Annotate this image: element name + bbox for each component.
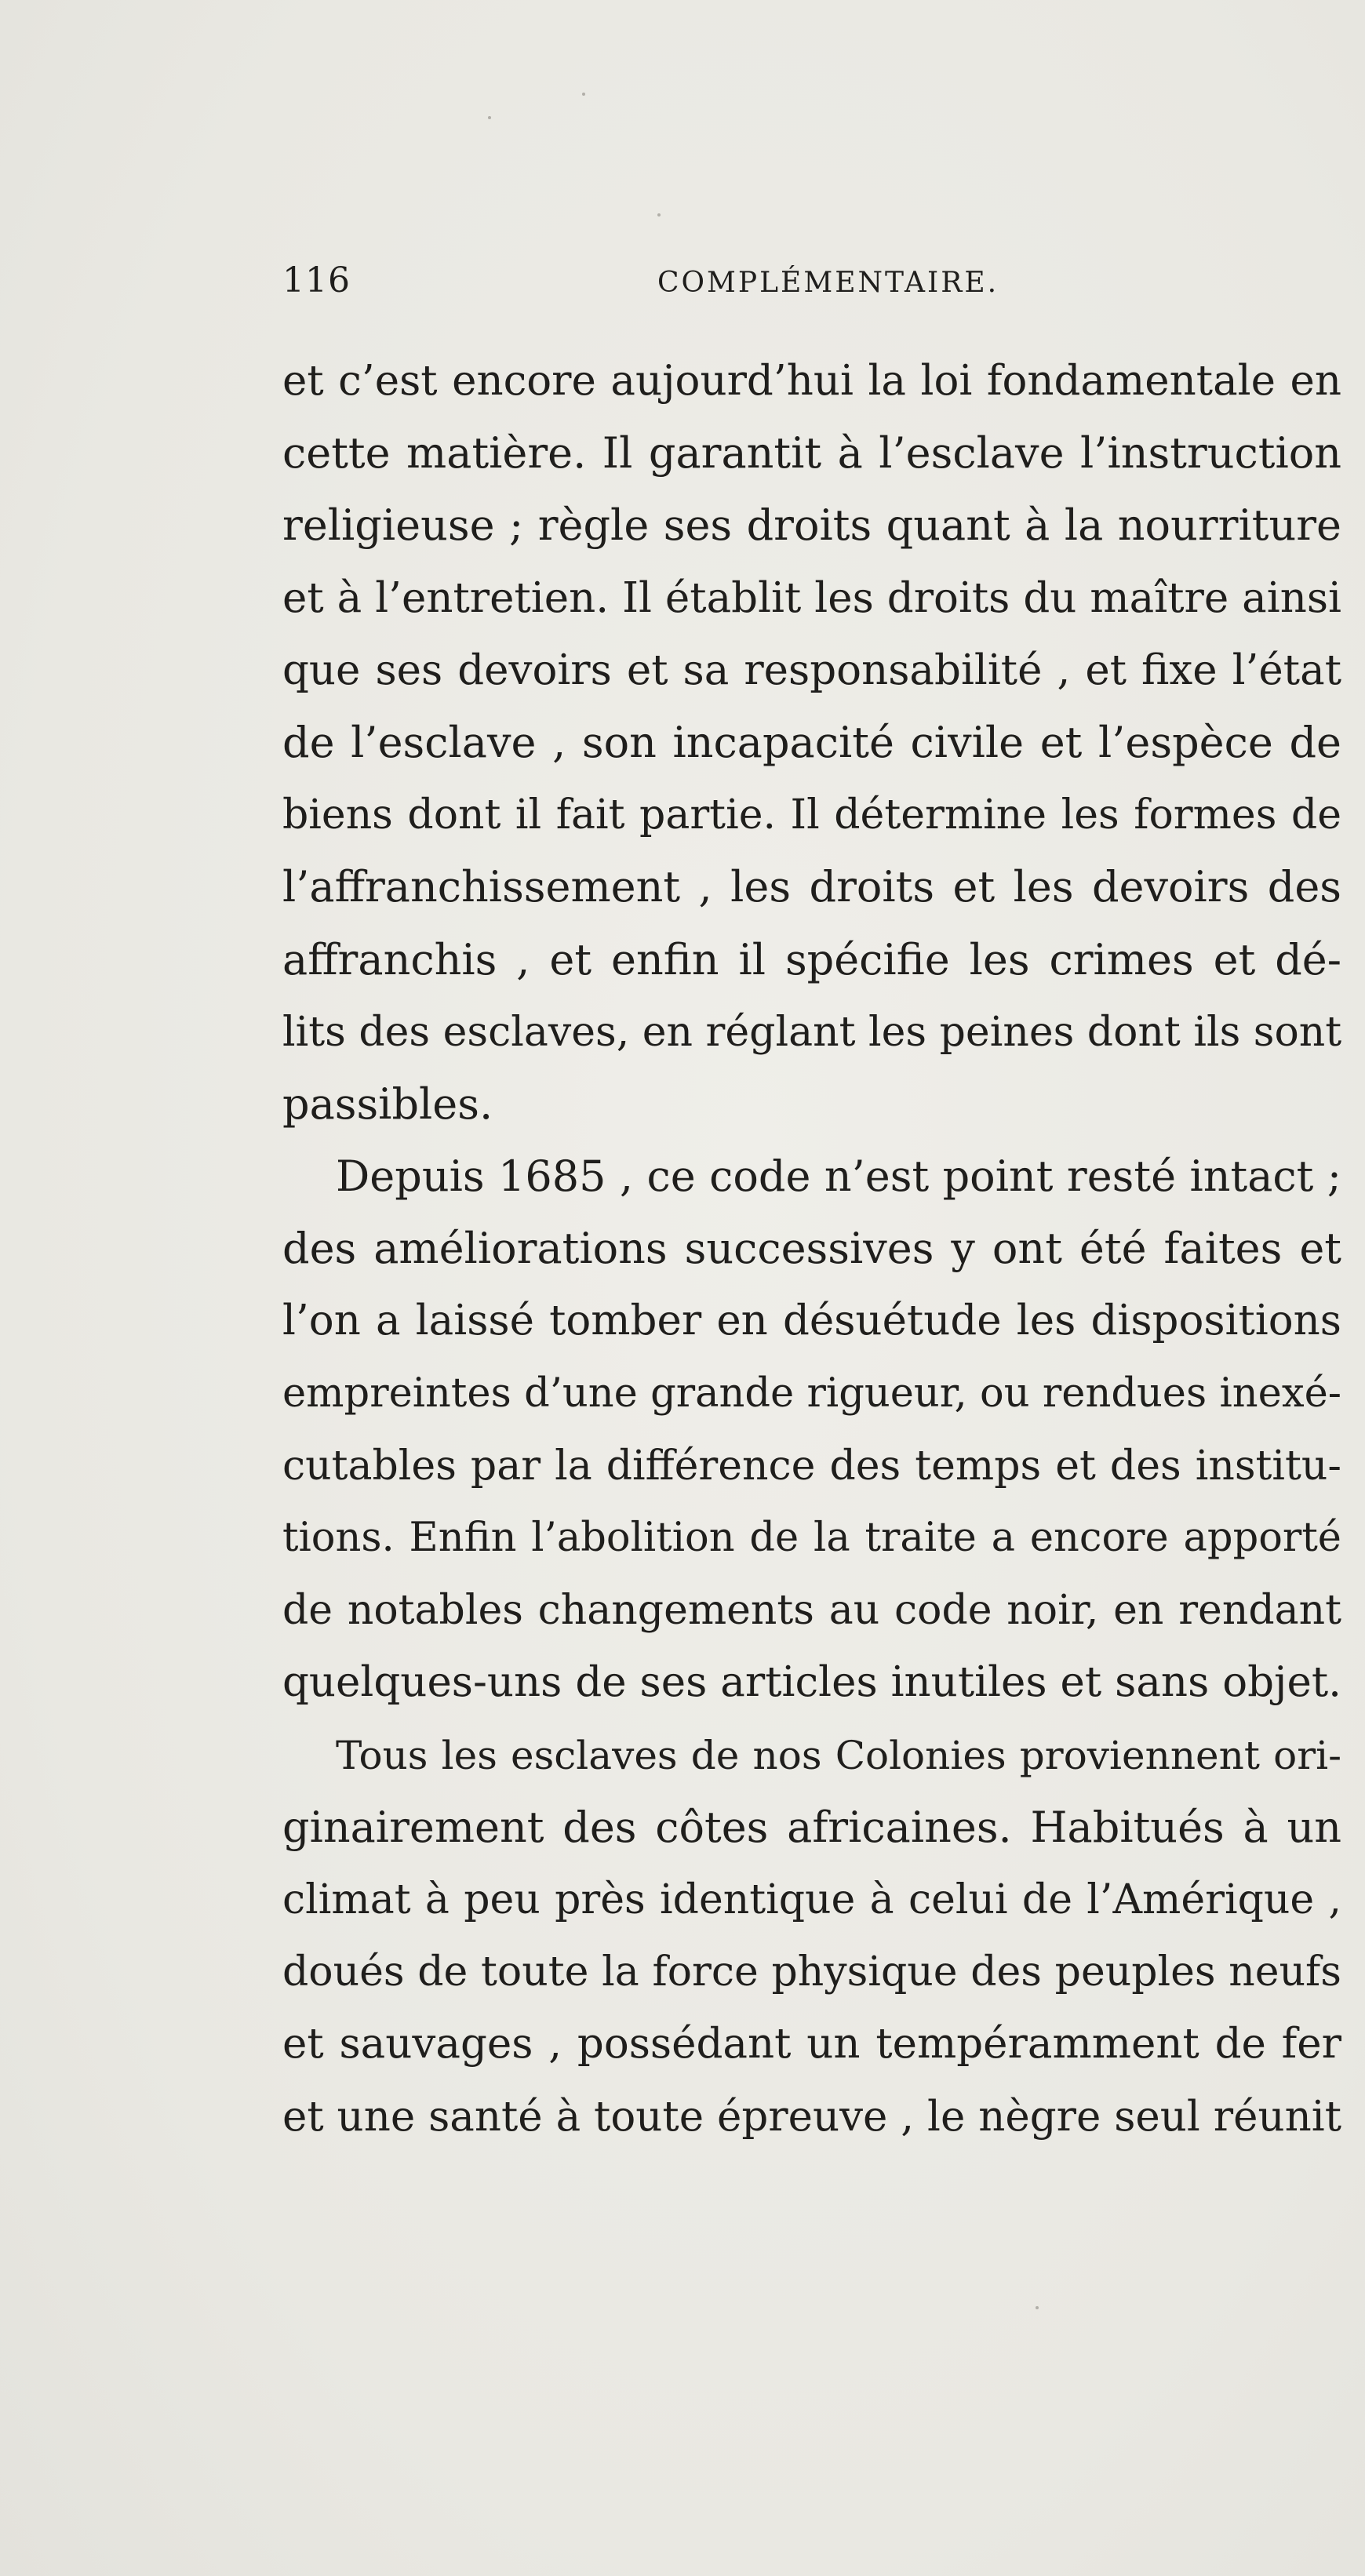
text-line: cutables par la différence des temps et des institu- xyxy=(282,1442,1341,1490)
paper-speck xyxy=(582,93,585,96)
text-line: doués de toute la force physique des peuples neufs xyxy=(282,1948,1341,1996)
body-text xyxy=(282,345,1341,2153)
text-line: de notables changements au code noir, en rendant xyxy=(282,1587,1341,1635)
text-line: tions. Enfin l’abolition de la traite a encore apporté xyxy=(282,1515,1341,1561)
page-header xyxy=(282,260,1334,307)
page-number: 116 xyxy=(282,260,351,300)
text-line: et à l’entretien. Il établit les droits du maître ainsi xyxy=(282,573,1341,622)
text-line: religieuse ; règle ses droits quant à la nourriture xyxy=(282,500,1341,551)
text-line: Depuis 1685 , ce code n’est point resté intact ; xyxy=(336,1152,1341,1202)
text-line: biens dont il fait partie. Il détermine les formes de xyxy=(282,791,1341,839)
text-line: des améliorations successives y ont été faites et xyxy=(282,1224,1341,1274)
running-title: COMPLÉMENTAIRE. xyxy=(657,267,999,299)
text-line: quelques-uns de ses articles inutiles et sans objet. xyxy=(282,1658,1341,1707)
paper-speck xyxy=(488,116,491,119)
text-line: empreintes d’une grande rigueur, ou rendues inexé- xyxy=(282,1370,1341,1417)
text-line: et sauvages , possédant un tempéramment de fer xyxy=(282,2020,1341,2068)
text-line: que ses devoirs et sa responsabilité , et fixe l’état xyxy=(282,646,1341,694)
text-line: l’affranchissement , les droits et les devoirs des xyxy=(282,862,1341,912)
paper-speck xyxy=(657,213,661,216)
text-line: passibles. xyxy=(282,1079,493,1129)
text-line: l’on a laissé tomber en désuétude les dispositions xyxy=(282,1297,1341,1345)
text-line: climat à peu près identique à celui de l’Amérique , xyxy=(282,1876,1341,1923)
text-line: de l’esclave , son incapacité civile et l’espèce de xyxy=(282,717,1341,767)
text-line: lits des esclaves, en réglant les peines dont ils sont xyxy=(282,1008,1342,1056)
text-line: affranchis , et enfin il spécifie les crimes et dé- xyxy=(282,934,1341,984)
text-line: cette matière. Il garantit à l’esclave l’instruction xyxy=(282,428,1341,478)
text-line: ginairement des côtes africaines. Habitués à un xyxy=(282,1802,1341,1852)
paper-speck xyxy=(1036,2306,1039,2309)
text-line: et c’est encore aujourd’hui la loi fondamentale en xyxy=(282,357,1341,405)
text-line: Tous les esclaves de nos Colonies proviennent ori- xyxy=(336,1732,1341,1778)
text-line: et une santé à toute épreuve , le nègre seul réunit xyxy=(282,2092,1341,2141)
